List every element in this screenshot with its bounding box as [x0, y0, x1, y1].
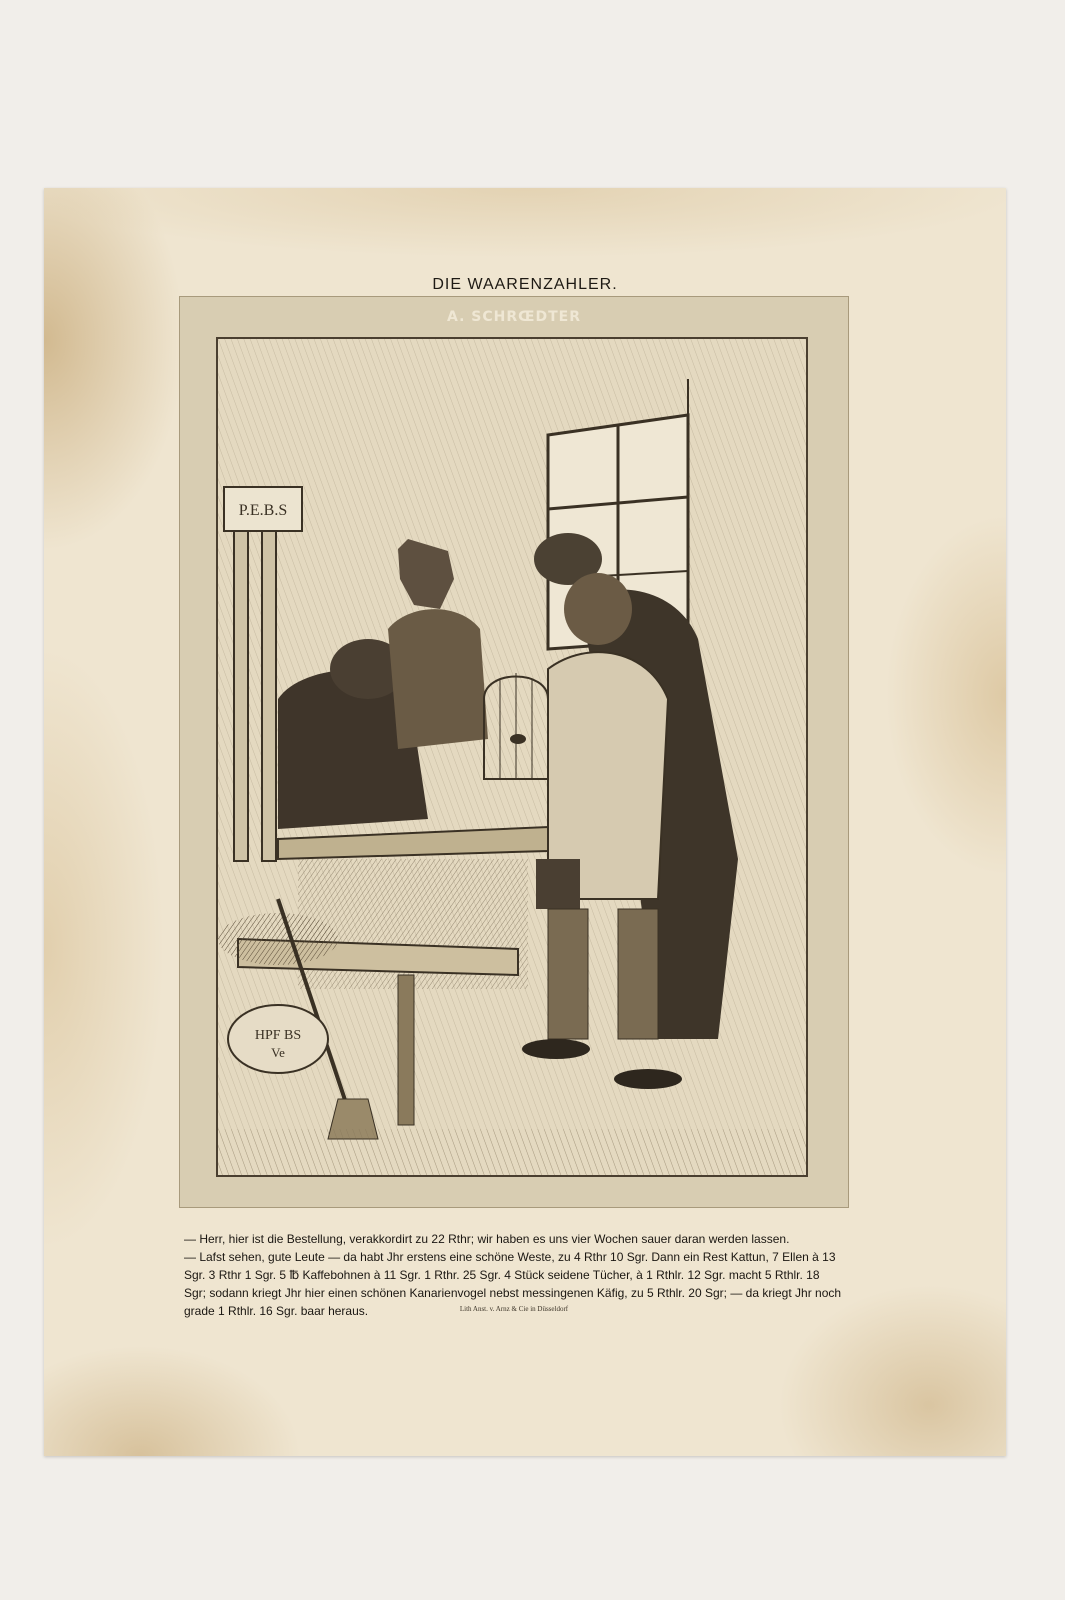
print-sheet [44, 188, 1006, 1456]
illustration-frame [216, 337, 808, 1177]
sack-label-2: Ve [271, 1045, 285, 1060]
sack-label: HPF BS [254, 1028, 302, 1043]
artist-stamp: A. SCHRŒDTER [447, 309, 581, 325]
caption-line-1: — Herr, hier ist die Bestellung, verakkordirt zu 22 Rthr; wir haben es uns vier Wochen sauer daran werden lassen. [184, 1232, 790, 1246]
sign-board-text: P.E.B.S [238, 502, 288, 519]
lithograph-illustration [218, 339, 806, 1175]
coffee-sack [228, 1005, 328, 1073]
caption-line-2: — Lafst sehen, gute Leute — da habt Jhr erstens eine schöne Weste, zu 4 Rthr 10 Sgr. Dann ein Rest Kattun, 7 Ellen à 13 Sgr. 3 Rthr 1 Sgr. 5 ℔ Kaffebohnen à 11 Sgr. 1 Rthr. 25 Sgr. 4 Stück seidene Tücher, à 1 Rthlr. 12 Sgr. macht 5 Rthlr. 18 Sgr; sodann kriegt Jhr hier einen schönen Kanarienvogel nebst messingenen Käfig, zu 5 Rthlr. 20 Sgr; — da kriegt Jhr noch grade 1 Rthlr. 16 Sgr. baar heraus. [184, 1250, 842, 1318]
caption [184, 1230, 844, 1320]
printer-imprint: Lith Anst. v. Arnz & Cie in Düsseldorf [459, 1305, 569, 1313]
print-title: DIE WAARENZAHLER. [432, 276, 618, 293]
